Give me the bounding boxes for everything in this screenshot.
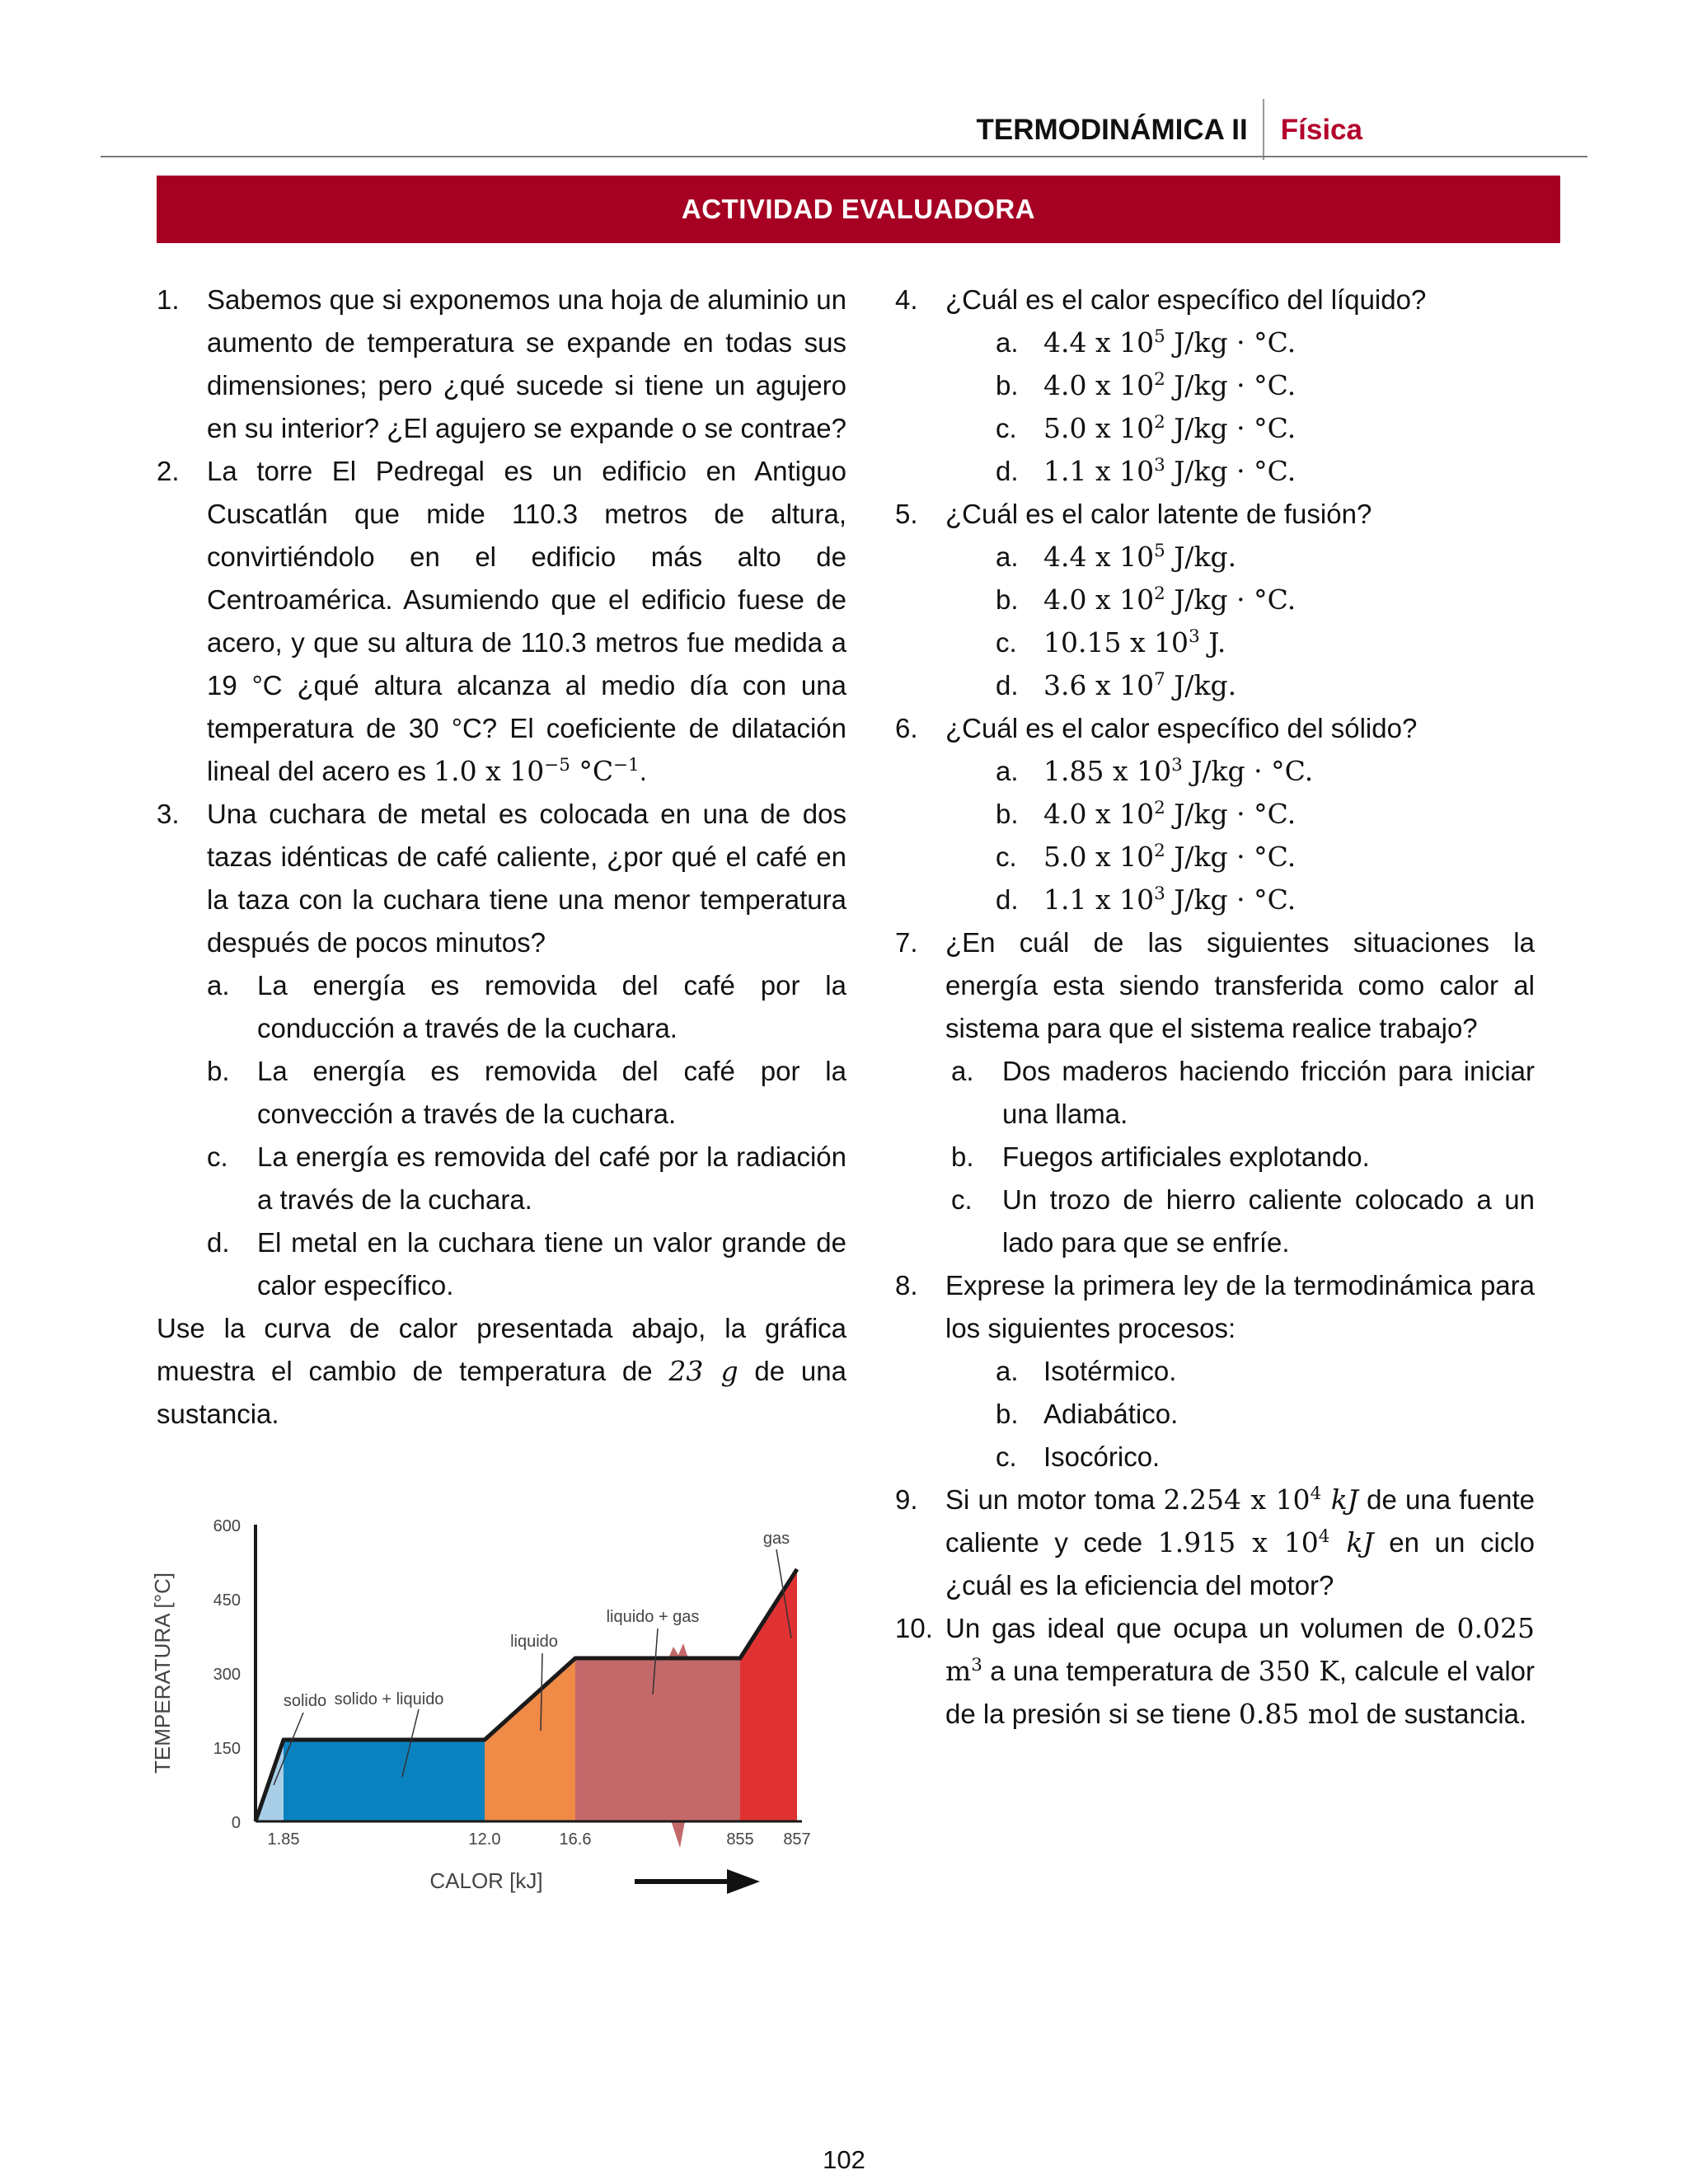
math-mantissa: 0.025 m bbox=[945, 1612, 1535, 1687]
question-text: de sustancia. bbox=[1358, 1699, 1527, 1729]
segment-label: gas bbox=[762, 1530, 790, 1548]
question-number: 9. bbox=[895, 1484, 918, 1515]
header-subject: Física bbox=[1280, 114, 1362, 146]
option-text: Un trozo de hierro caliente colocado a un lado para que se enfríe. bbox=[1002, 1184, 1535, 1258]
question-7-options bbox=[895, 1050, 1535, 1264]
math-mantissa: 1.1 x 10 bbox=[1043, 883, 1155, 916]
x-tick-label: 16.6 bbox=[559, 1830, 592, 1849]
math-mantissa: 1.0 x 10 bbox=[434, 755, 545, 787]
chart-areas bbox=[256, 1569, 797, 1848]
option-math bbox=[1043, 541, 1236, 573]
math-exponent: 3 bbox=[1154, 455, 1165, 476]
option-text: La energía es removida del café por la radiación a través de la cuchara. bbox=[257, 1141, 846, 1215]
math-mantissa: 1.85 x 10 bbox=[1043, 755, 1172, 787]
question-text: Un gas ideal que ocupa un volumen de bbox=[945, 1613, 1457, 1643]
math-mantissa: 4.4 x 10 bbox=[1043, 541, 1155, 573]
question-number: 5. bbox=[895, 499, 918, 529]
option-letter: a. bbox=[996, 1356, 1019, 1386]
option-letter: b. bbox=[996, 799, 1019, 829]
question-text: Sabemos que si exponemos una hoja de aluminio un aumento de temperatura se expande en todas sus dimensiones; pero ¿qué sucede si tiene un agujero en su interior? ¿El agujero se expande o se contrae? bbox=[207, 284, 847, 443]
option-letter: d. bbox=[996, 670, 1019, 701]
option-math bbox=[1043, 755, 1313, 787]
math-mantissa: 4.4 x 10 bbox=[1043, 326, 1155, 359]
option-math bbox=[1043, 455, 1296, 487]
option-letter: b. bbox=[951, 1141, 974, 1172]
question-text: a una temperatura de bbox=[982, 1656, 1259, 1686]
option bbox=[895, 1136, 1535, 1179]
math-value bbox=[1163, 1483, 1357, 1516]
math-unit: J/kg · °C. bbox=[1165, 583, 1296, 616]
option bbox=[895, 664, 1535, 707]
math-unit: J/kg · °C. bbox=[1165, 369, 1296, 401]
option bbox=[895, 1350, 1535, 1393]
page-number: 102 bbox=[823, 2145, 865, 2174]
math-exponent: 2 bbox=[1154, 583, 1165, 604]
math-exponent: 2 bbox=[1154, 841, 1165, 861]
option-text: Adiabático. bbox=[1043, 1399, 1179, 1429]
math-unit-exponent: −1 bbox=[613, 755, 640, 776]
header-rule bbox=[101, 156, 1587, 157]
option bbox=[895, 450, 1535, 493]
option-math bbox=[1043, 798, 1296, 830]
x-tick-label: 1.85 bbox=[267, 1830, 300, 1849]
option-letter: d. bbox=[996, 456, 1019, 486]
option-text: Isotérmico. bbox=[1043, 1356, 1177, 1386]
option-math bbox=[1043, 369, 1296, 401]
math-value: 0.85 mol bbox=[1238, 1698, 1359, 1730]
header-title: TERMODINÁMICA II bbox=[976, 114, 1248, 146]
option-letter: c. bbox=[207, 1141, 228, 1172]
option-text: Isocórico. bbox=[1043, 1441, 1160, 1472]
option-math bbox=[1043, 583, 1296, 616]
option bbox=[895, 621, 1535, 664]
question-10 bbox=[895, 1607, 1535, 1736]
region-liquido-gas bbox=[575, 1643, 740, 1848]
segment-label: liquido + gas bbox=[606, 1608, 700, 1626]
question-text: Una cuchara de metal es colocada en una de dos tazas idénticas de café caliente, ¿por qué el café en la taza con la cuchara tiene una menor temperatura después de pocos minutos? bbox=[207, 799, 846, 958]
region-liquido bbox=[485, 1658, 575, 1821]
question-4-options bbox=[895, 321, 1535, 493]
question-text: de una fuente caliente y cede bbox=[945, 1484, 1535, 1558]
region-solido-liquido bbox=[284, 1740, 485, 1821]
math-exponent: 3 bbox=[1189, 626, 1200, 647]
y-axis-title: TEMPERATURA [°C] bbox=[150, 1572, 175, 1774]
math-mantissa: 4.0 x 10 bbox=[1043, 369, 1155, 401]
option bbox=[895, 579, 1535, 621]
math-exponent: 4 bbox=[1318, 1526, 1330, 1547]
option bbox=[895, 1436, 1535, 1479]
math-mantissa: 1.915 x 10 bbox=[1157, 1526, 1319, 1558]
math-mantissa: 4.0 x 10 bbox=[1043, 583, 1155, 616]
math-unit: J/kg · °C. bbox=[1165, 412, 1296, 444]
option bbox=[157, 1050, 846, 1136]
option bbox=[895, 1179, 1535, 1264]
option-letter: c. bbox=[996, 1441, 1017, 1472]
math-exponent: 5 bbox=[1154, 541, 1165, 561]
question-number: 3. bbox=[157, 799, 180, 829]
y-tick-label: 450 bbox=[213, 1591, 241, 1610]
option-letter: d. bbox=[996, 884, 1019, 915]
option bbox=[895, 407, 1535, 450]
option bbox=[895, 879, 1535, 921]
question-text: ¿Cuál es el calor específico del sólido? bbox=[945, 713, 1418, 743]
question-number: 10. bbox=[895, 1613, 933, 1643]
math-unit: kJ bbox=[1329, 1526, 1374, 1558]
option-letter: c. bbox=[951, 1184, 973, 1215]
activity-banner: ACTIVIDAD EVALUADORA bbox=[157, 176, 1560, 243]
intro-text: de una sustancia. bbox=[157, 1356, 846, 1429]
option-math bbox=[1043, 883, 1296, 916]
option-text: La energía es removida del café por la conducción a través de la cuchara. bbox=[257, 970, 846, 1043]
option-text: El metal en la cuchara tiene un valor grande de calor específico. bbox=[257, 1227, 846, 1301]
question-number: 4. bbox=[895, 284, 918, 315]
math-unit: J/kg · °C. bbox=[1165, 455, 1296, 487]
x-axis-arrow-head bbox=[727, 1869, 760, 1894]
question-text: Si un motor toma bbox=[945, 1484, 1164, 1515]
option-letter: d. bbox=[207, 1227, 230, 1258]
math-unit: J/kg · °C. bbox=[1165, 326, 1296, 359]
math-exponent: 2 bbox=[1154, 798, 1165, 818]
question-1 bbox=[157, 279, 846, 450]
question-5-options bbox=[895, 536, 1535, 707]
x-tick-label: 857 bbox=[783, 1830, 811, 1849]
header bbox=[977, 101, 1362, 160]
math-unit: J/kg · °C. bbox=[1165, 798, 1296, 830]
option-text: Dos maderos haciendo fricción para iniciar una llama. bbox=[1002, 1056, 1535, 1129]
option bbox=[895, 364, 1535, 407]
option-letter: b. bbox=[207, 1056, 230, 1086]
math-unit: °C bbox=[570, 755, 614, 787]
question-number: 7. bbox=[895, 927, 918, 958]
math-coefficient bbox=[434, 755, 640, 787]
option-letter: b. bbox=[996, 370, 1019, 401]
math-exponent: −5 bbox=[544, 755, 570, 776]
option bbox=[895, 321, 1535, 364]
question-text: , calcule el valor de la presión si se tiene bbox=[945, 1656, 1536, 1729]
option-math bbox=[1043, 326, 1296, 359]
option bbox=[895, 536, 1535, 579]
option-letter: c. bbox=[996, 627, 1017, 658]
option-letter: a. bbox=[996, 756, 1019, 786]
x-tick-label: 855 bbox=[726, 1830, 754, 1849]
option-text: Fuegos artificiales explotando. bbox=[1002, 1141, 1370, 1172]
region-gas bbox=[740, 1569, 797, 1821]
math-mantissa: 5.0 x 10 bbox=[1043, 412, 1155, 444]
x-axis-title: CALOR [kJ] bbox=[429, 1868, 543, 1893]
question-5 bbox=[895, 493, 1535, 536]
segment-label: solido bbox=[283, 1692, 327, 1710]
segment-label: solido + liquido bbox=[334, 1690, 444, 1708]
option-letter: c. bbox=[996, 413, 1017, 443]
math-mantissa: 4.0 x 10 bbox=[1043, 798, 1155, 830]
math-mantissa: 3.6 x 10 bbox=[1043, 669, 1155, 701]
question-number: 2. bbox=[157, 456, 180, 486]
math-mantissa: 2.254 x 10 bbox=[1163, 1483, 1311, 1516]
question-3-options bbox=[157, 964, 846, 1307]
option-letter: a. bbox=[207, 970, 230, 1001]
math-unit: J/kg · °C. bbox=[1165, 883, 1296, 916]
y-tick-label: 300 bbox=[213, 1666, 241, 1684]
intro-text: Use la curva de calor presentada abajo, la gráfica muestra el cambio de temperatura de bbox=[157, 1313, 846, 1386]
question-number: 6. bbox=[895, 713, 918, 743]
question-8 bbox=[895, 1264, 1535, 1350]
math-exponent: 3 bbox=[971, 1655, 982, 1675]
question-text: ¿Cuál es el calor específico del líquido? bbox=[945, 284, 1427, 315]
right-column bbox=[895, 279, 1535, 1736]
option-letter: b. bbox=[996, 1399, 1019, 1429]
math-mass: 23 g bbox=[668, 1355, 738, 1387]
math-unit: J/kg. bbox=[1165, 669, 1237, 701]
question-text: La torre El Pedregal es un edificio en Antiguo Cuscatlán que mide 110.3 metros de altura, convirtiéndolo en el edificio más alto de Centroamérica. Asumiendo que el edificio fuese de acero, y que su altura de 110.3 metros fue medida a 19 °C ¿qué altura alcanza al medio día con una temperatura de 30 °C? El coeficiente de dilatación lineal del acero es bbox=[207, 456, 846, 786]
math-exponent: 4 bbox=[1310, 1483, 1322, 1504]
question-text: ¿Cuál es el calor latente de fusión? bbox=[945, 499, 1372, 529]
option-letter: a. bbox=[951, 1056, 974, 1086]
math-exponent: 7 bbox=[1154, 669, 1165, 690]
option bbox=[895, 836, 1535, 879]
option bbox=[895, 1050, 1535, 1136]
option-letter: a. bbox=[996, 541, 1019, 572]
y-tick-label: 600 bbox=[213, 1517, 241, 1535]
question-text: Exprese la primera ley de la termodinámica para los siguientes procesos: bbox=[945, 1270, 1535, 1343]
math-value bbox=[1158, 1526, 1374, 1558]
math-unit: J/kg · °C. bbox=[1182, 755, 1314, 787]
option bbox=[895, 1393, 1535, 1436]
option bbox=[895, 793, 1535, 836]
option-text: La energía es removida del café por la convección a través de la cuchara. bbox=[257, 1056, 846, 1129]
math-mantissa: 1.1 x 10 bbox=[1043, 455, 1155, 487]
option-math bbox=[1043, 626, 1226, 658]
option bbox=[157, 964, 846, 1050]
question-4 bbox=[895, 279, 1535, 321]
math-exponent: 5 bbox=[1154, 326, 1165, 347]
option-math bbox=[1043, 412, 1296, 444]
option-letter: c. bbox=[996, 841, 1017, 872]
question-7 bbox=[895, 921, 1535, 1050]
y-tick-label: 0 bbox=[231, 1814, 241, 1832]
math-exponent: 2 bbox=[1154, 412, 1165, 433]
math-unit: J. bbox=[1199, 626, 1226, 658]
left-column bbox=[157, 279, 846, 1436]
option bbox=[895, 750, 1535, 793]
math-exponent: 3 bbox=[1171, 755, 1183, 776]
option bbox=[157, 1136, 846, 1221]
question-2 bbox=[157, 450, 846, 793]
question-number: 8. bbox=[895, 1270, 918, 1301]
y-tick-label: 150 bbox=[213, 1740, 241, 1758]
option-letter: b. bbox=[996, 584, 1019, 615]
math-mantissa: 5.0 x 10 bbox=[1043, 841, 1155, 873]
punctuation: . bbox=[639, 756, 647, 786]
option bbox=[157, 1221, 846, 1307]
segment-label: liquido bbox=[510, 1633, 558, 1651]
question-text: ¿En cuál de las siguientes situaciones la energía esta siendo transferida como calor al sistema para que el sistema realice trabajo? bbox=[945, 927, 1535, 1043]
question-text: en un ciclo ¿cuál es la eficiencia del motor? bbox=[945, 1527, 1536, 1601]
x-tick-label: 12.0 bbox=[468, 1830, 501, 1849]
math-exponent: 2 bbox=[1154, 369, 1165, 390]
math-exponent: 3 bbox=[1154, 883, 1165, 904]
question-number: 1. bbox=[157, 284, 180, 315]
option-letter: a. bbox=[996, 327, 1019, 358]
math-mantissa: 10.15 x 10 bbox=[1043, 626, 1189, 658]
question-6 bbox=[895, 707, 1535, 750]
question-9 bbox=[895, 1479, 1535, 1607]
question-6-options bbox=[895, 750, 1535, 921]
math-value: 350 K bbox=[1258, 1655, 1339, 1687]
option-math bbox=[1043, 841, 1296, 873]
heating-curve-chart bbox=[140, 1515, 832, 1902]
question-8-options bbox=[895, 1350, 1535, 1479]
math-unit: J/kg. bbox=[1165, 541, 1237, 573]
math-unit: J/kg · °C. bbox=[1165, 841, 1296, 873]
option-math bbox=[1043, 669, 1236, 701]
question-3 bbox=[157, 793, 846, 964]
chart-intro bbox=[157, 1307, 846, 1436]
math-unit: kJ bbox=[1321, 1483, 1358, 1516]
